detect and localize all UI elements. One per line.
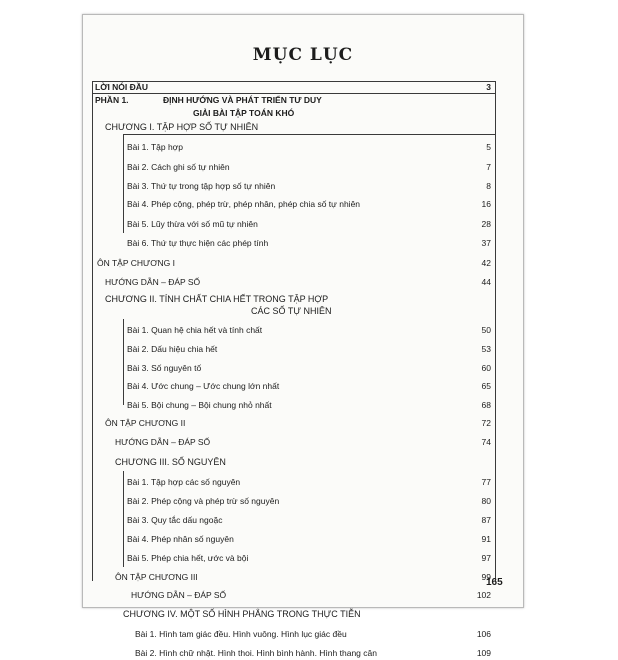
review-label: ÔN TẬP CHƯƠNG II [105, 418, 186, 428]
chapter-title-line-1: CHƯƠNG II. TÍNH CHẤT CHIA HẾT TRONG TẬP HỢP [105, 294, 329, 304]
toc-lesson-ch1-4[interactable] [127, 198, 491, 211]
lesson-label: Bài 1. Tập hợp các số nguyên [127, 477, 241, 487]
lesson-label: Bài 2. Dấu hiệu chia hết [127, 344, 218, 354]
lesson-page: 106 [476, 629, 491, 639]
toc-answers-ch2[interactable] [115, 436, 491, 449]
chapter-title-line-2: CÁC SỐ TỰ NHIÊN [251, 306, 332, 316]
lesson-label: Bài 1. Hình tam giác đều. Hình vuông. Hình lục giác đều [135, 629, 347, 639]
review-page: 42 [481, 258, 491, 268]
chapter-title: CHƯƠNG III. SỐ NGUYÊN [115, 457, 226, 467]
answers-label: HƯỚNG DẪN – ĐÁP SỐ [131, 590, 227, 600]
lesson-page: 97 [481, 553, 491, 563]
lesson-page: 7 [486, 162, 491, 172]
toc-answers-ch1[interactable] [105, 276, 491, 289]
toc-lesson-ch3-2[interactable] [127, 495, 491, 508]
toc-lesson-ch3-3[interactable] [127, 514, 491, 527]
toc-lesson-ch2-1[interactable] [127, 324, 491, 337]
lesson-label: Bài 3. Số nguyên tố [127, 363, 202, 373]
lesson-page: 37 [481, 238, 491, 248]
answers-page: 102 [476, 590, 491, 600]
chapter-2-bracket [123, 319, 124, 405]
lesson-label: Bài 2. Cách ghi số tự nhiên [127, 162, 230, 172]
toc-lesson-ch2-2[interactable] [127, 343, 491, 356]
lesson-page: 53 [481, 344, 491, 354]
lesson-page: 77 [481, 477, 491, 487]
part-title-line-2: GIẢI BÀI TẬP TOÁN KHÓ [193, 108, 295, 118]
answers-page: 74 [481, 437, 491, 447]
chapter-1-rule [123, 134, 496, 135]
lesson-page: 80 [481, 496, 491, 506]
answers-page: 44 [481, 277, 491, 287]
toc-chapter-2-line-2 [251, 305, 451, 318]
toc-lesson-ch1-6[interactable] [127, 237, 491, 250]
toc-lesson-ch2-5[interactable] [127, 399, 491, 412]
toc-lesson-ch1-3[interactable] [127, 180, 491, 193]
lesson-label: Bài 3. Thứ tự trong tập hợp số tự nhiên [127, 181, 276, 191]
toc-lesson-ch3-5[interactable] [127, 552, 491, 565]
lesson-label: Bài 3. Quy tắc dấu ngoặc [127, 515, 223, 525]
toc-lesson-ch1-2[interactable] [127, 161, 491, 174]
toc-review-ch3[interactable] [115, 571, 491, 584]
review-label: ÔN TẬP CHƯƠNG I [97, 258, 175, 268]
toc-lesson-ch4-1[interactable] [135, 628, 491, 641]
toc-review-ch2[interactable] [105, 417, 491, 430]
lesson-label: Bài 5. Lũy thừa với số mũ tự nhiên [127, 219, 258, 229]
lesson-label: Bài 1. Tập hợp [127, 142, 183, 152]
toc-lesson-ch4-2[interactable] [135, 647, 491, 660]
lesson-page: 109 [476, 648, 491, 658]
review-page: 72 [481, 418, 491, 428]
lesson-label: Bài 4. Ước chung – Ước chung lớn nhất [127, 381, 280, 391]
toc-entry-label: LỜI NÓI ĐẦU [95, 82, 149, 92]
toc-review-ch1[interactable] [97, 257, 491, 270]
lesson-label: Bài 5. Phép chia hết, ước và bội [127, 553, 249, 563]
book-page [82, 14, 524, 658]
chapter-title: CHƯƠNG IV. MỘT SỐ HÌNH PHẲNG TRONG THỰC TIỄN [123, 609, 361, 619]
lesson-page: 50 [481, 325, 491, 335]
lesson-label: Bài 1. Quan hệ chia hết và tính chất [127, 325, 263, 335]
toc-chapter-4[interactable] [123, 608, 491, 621]
lesson-label: Bài 2. Phép cộng và phép trừ số nguyên [127, 496, 280, 506]
lesson-page: 91 [481, 534, 491, 544]
toc-lesson-ch1-5[interactable] [127, 218, 491, 231]
lesson-label: Bài 6. Thứ tự thực hiện các phép tính [127, 238, 269, 248]
review-page: 99 [481, 572, 491, 582]
toc-lesson-ch1-1[interactable] [127, 141, 491, 154]
toc-entry-preface[interactable] [95, 81, 491, 94]
lesson-label: Bài 4. Phép nhân số nguyên [127, 534, 234, 544]
chapter-3-bracket [123, 471, 124, 567]
page-title: MỤC LỤC [252, 45, 354, 65]
toc-lesson-ch2-3[interactable] [127, 362, 491, 375]
toc-lesson-ch3-4[interactable] [127, 533, 491, 546]
toc-part-1 [95, 94, 491, 107]
lesson-page: 60 [481, 363, 491, 373]
lesson-label: Bài 5. Bội chung – Bội chung nhỏ nhất [127, 400, 272, 410]
toc-answers-ch3[interactable] [131, 589, 491, 602]
toc-entry-page: 3 [486, 82, 491, 92]
part-label: PHẦN 1. [95, 95, 129, 105]
toc-chapter-3[interactable] [115, 456, 491, 469]
chapter-title: CHƯƠNG I. TẬP HỢP SỐ TỰ NHIÊN [105, 122, 259, 132]
lesson-label: Bài 2. Hình chữ nhật. Hình thoi. Hình bình hành. Hình thang cân [135, 648, 377, 658]
review-label: ÔN TẬP CHƯƠNG III [115, 572, 198, 582]
page-number: 165 [486, 577, 503, 588]
chapter-1-bracket [123, 134, 124, 233]
lesson-page: 65 [481, 381, 491, 391]
lesson-label: Bài 4. Phép cộng, phép trừ, phép nhân, phép chia số tự nhiên [127, 199, 361, 209]
answers-label: HƯỚNG DẪN – ĐÁP SỐ [105, 277, 201, 287]
lesson-page: 5 [486, 142, 491, 152]
toc-lesson-ch2-4[interactable] [127, 380, 491, 393]
part-title-line-1: ĐỊNH HƯỚNG VÀ PHÁT TRIỂN TƯ DUY [163, 95, 322, 105]
toc-lesson-ch3-1[interactable] [127, 476, 491, 489]
toc-left-border [92, 81, 93, 581]
toc-right-border [495, 81, 496, 581]
answers-label: HƯỚNG DẪN – ĐÁP SỐ [115, 437, 211, 447]
toc-chapter-1[interactable] [105, 121, 491, 134]
lesson-page: 8 [486, 181, 491, 191]
lesson-page: 28 [481, 219, 491, 229]
lesson-page: 68 [481, 400, 491, 410]
lesson-page: 87 [481, 515, 491, 525]
lesson-page: 16 [481, 199, 491, 209]
